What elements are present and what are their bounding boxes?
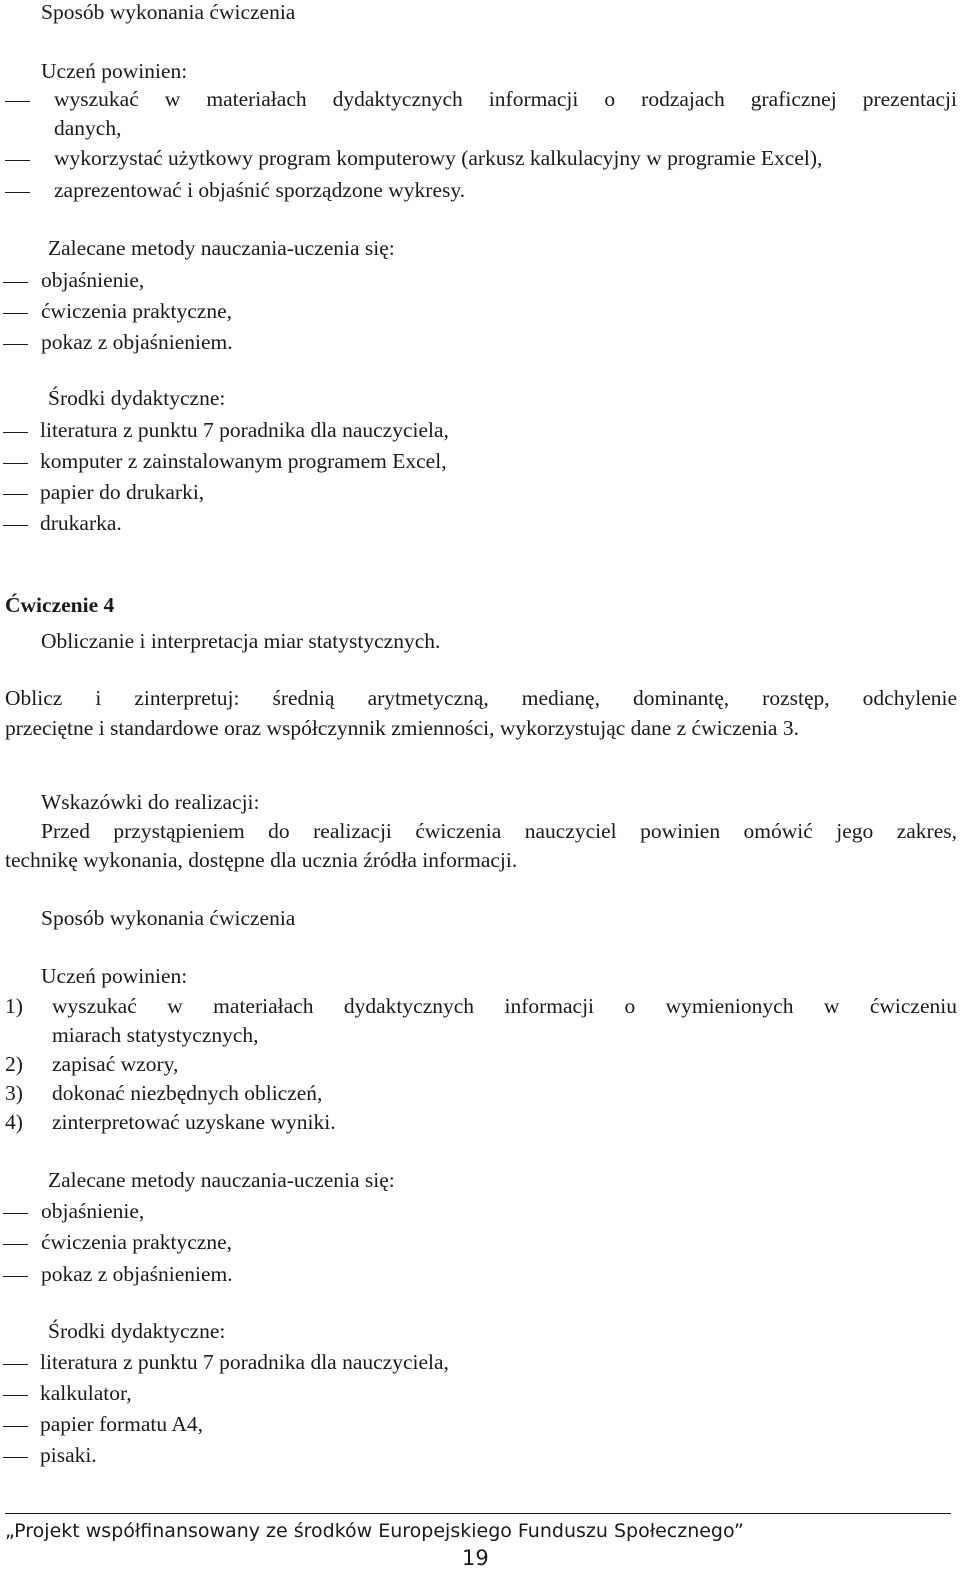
method-item: ćwiczenia praktyczne,: [41, 1230, 232, 1254]
method-item: ćwiczenia praktyczne,: [41, 299, 232, 323]
method-item: pokaz z objaśnieniem.: [41, 1262, 233, 1286]
section-heading: Sposób wykonania ćwiczenia: [41, 0, 296, 24]
step-number: 3): [5, 1081, 23, 1105]
dash-bullet: [3, 1276, 28, 1277]
instruction-line: Oblicz i zinterpretuj: średnią arytmetyczną, medianę, dominantę, rozstęp, odchylenie: [5, 686, 957, 710]
dash-bullet: [3, 282, 28, 283]
method-heading: Sposób wykonania ćwiczenia: [41, 906, 296, 930]
dash-bullet: [5, 160, 30, 161]
dash-bullet: [5, 192, 30, 193]
page-number: 19: [462, 1546, 489, 1570]
dash-bullet: [3, 525, 28, 526]
footer-divider: [5, 1513, 951, 1514]
dash-bullet: [3, 494, 28, 495]
dash-bullet: [3, 1364, 28, 1365]
method-item: objaśnienie,: [41, 1199, 145, 1223]
dash-bullet: [3, 1457, 28, 1458]
footer-text: „Projekt współfinansowany ze środków Europejskiego Funduszu Społecznego”: [5, 1520, 744, 1542]
hints-line: technikę wykonania, dostępne dla ucznia źródła informacji.: [5, 848, 518, 872]
means-item: literatura z punktu 7 poradnika dla nauczyciela,: [40, 418, 449, 442]
means-item: komputer z zainstalowanym programem Excel,: [40, 449, 447, 473]
task-item-continuation: danych,: [54, 116, 122, 140]
means-heading: Środki dydaktyczne:: [48, 1319, 226, 1343]
dash-bullet: [3, 1213, 28, 1214]
means-heading: Środki dydaktyczne:: [48, 386, 226, 410]
intro-label: Uczeń powinien:: [41, 964, 188, 988]
step-number: 4): [5, 1110, 23, 1134]
dash-bullet: [3, 1395, 28, 1396]
means-item: papier formatu A4,: [40, 1412, 203, 1436]
means-item: pisaki.: [40, 1443, 97, 1467]
intro-label: Uczeń powinien:: [41, 59, 188, 83]
hints-heading: Wskazówki do realizacji:: [41, 790, 260, 814]
means-item: drukarka.: [40, 511, 122, 535]
task-item: wyszukać w materiałach dydaktycznych informacji o rodzajach graficznej prezentacji: [54, 87, 957, 111]
methods-heading: Zalecane metody nauczania-uczenia się:: [48, 236, 395, 260]
dash-bullet: [3, 463, 28, 464]
hints-line: Przed przystąpieniem do realizacji ćwiczenia nauczyciel powinien omówić jego zakres,: [41, 819, 957, 843]
task-item: zaprezentować i objaśnić sporządzone wykresy.: [54, 178, 466, 202]
instruction-line: przeciętne i standardowe oraz współczynnik zmienności, wykorzystując dane z ćwiczenia 3.: [5, 716, 799, 740]
step-item: wyszukać w materiałach dydaktycznych informacji o wymienionych w ćwiczeniu: [52, 994, 957, 1018]
step-number: 1): [5, 994, 23, 1018]
dash-bullet: [3, 344, 28, 345]
dash-bullet: [3, 1426, 28, 1427]
dash-bullet: [3, 432, 28, 433]
exercise-subtitle: Obliczanie i interpretacja miar statystycznych.: [41, 629, 441, 653]
dash-bullet: [5, 101, 30, 102]
method-item: objaśnienie,: [41, 268, 145, 292]
step-number: 2): [5, 1052, 23, 1076]
means-item: papier do drukarki,: [40, 480, 205, 504]
method-item: pokaz z objaśnieniem.: [41, 330, 233, 354]
step-item-continuation: miarach statystycznych,: [52, 1023, 259, 1047]
exercise-title: Ćwiczenie 4: [5, 593, 115, 617]
dash-bullet: [3, 313, 28, 314]
step-item: zinterpretować uzyskane wyniki.: [52, 1110, 336, 1134]
step-item: zapisać wzory,: [52, 1052, 179, 1076]
methods-heading: Zalecane metody nauczania-uczenia się:: [48, 1168, 395, 1192]
means-item: kalkulator,: [40, 1381, 132, 1405]
task-item: wykorzystać użytkowy program komputerowy (arkusz kalkulacyjny w programie Excel),: [54, 146, 823, 170]
dash-bullet: [3, 1244, 28, 1245]
step-item: dokonać niezbędnych obliczeń,: [52, 1081, 323, 1105]
means-item: literatura z punktu 7 poradnika dla nauczyciela,: [40, 1350, 449, 1374]
